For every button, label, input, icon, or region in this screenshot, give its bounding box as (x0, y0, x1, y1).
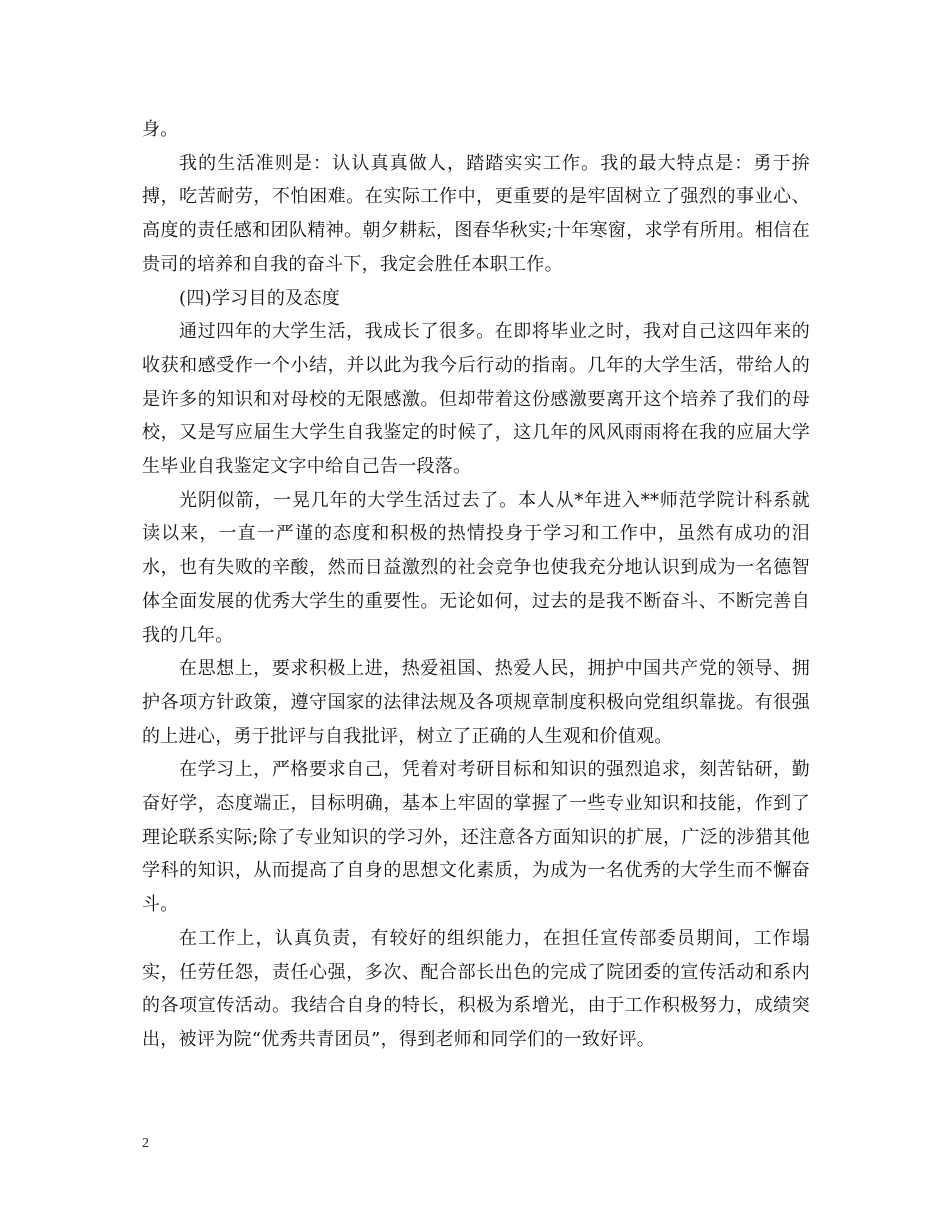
document-body (142, 113, 810, 1057)
section-heading: (四)学习目的及态度 (179, 287, 341, 309)
paragraph-time-flies: 光阴似箭，一晃几年的大学生活过去了。本人从*年进入**师范学院计科系就读以来，一直一严谨的态度和积极的热情投身于学习和工作中，虽然有成功的泪水，也有失败的辛酸，然而日益激烈的社会竞争也使我充分地认识到成为一名德智体全面发展的优秀大学生的重要性。无论如何，过去的是我不断奋斗、不断完善自我的几年。 (142, 489, 810, 646)
paragraph-university-life: 通过四年的大学生活，我成长了很多。在即将毕业之时，我对自己这四年来的收获和感受作一个小结，并以此为我今后行动的指南。几年的大学生活，带给人的是许多的知识和对母校的无限感激。但却带着这份感激要离开这个培养了我们的母校，又是写应届生大学生自我鉴定的时候了，这几年的风风雨雨将在我的应届大学生毕业自我鉴定文字中给自己告一段落。 (142, 321, 810, 478)
paragraph-ideology: 在思想上，要求积极上进，热爱祖国、热爱人民，拥护中国共产党的领导、拥护各项方针政策，遵守国家的法律法规及各项规章制度积极向党组织靠拢。有很强的上进心，勇于批评与自我批评，树立了正确的人生观和价值观。 (142, 658, 810, 747)
paragraph-life-principles: 我的生活准则是：认认真真做人，踏踏实实工作。我的最大特点是：勇于拚搏，吃苦耐劳，不怕困难。在实际工作中，更重要的是牢固树立了强烈的事业心、高度的责任感和团队精神。朝夕耕耘，图春华秋实;十年寒窗，求学有所用。相信在贵司的培养和自我的奋斗下，我定会胜任本职工作。 (142, 152, 810, 275)
page-number: 2 (142, 1136, 149, 1151)
paragraph-work: 在工作上，认真负责，有较好的组织能力，在担任宣传部委员期间，工作塌实，任劳任怨，责任心强，多次、配合部长出色的完成了院团委的宣传活动和系内的各项宣传活动。我结合自身的特长，积极为系增光，由于工作积极努力，成绩突出，被评为院“优秀共青团员”，得到老师和同学们的一致好评。 (142, 927, 810, 1050)
paragraph-continuation: 身。 (142, 119, 179, 140)
paragraph-study: 在学习上，严格要求自己，凭着对考研目标和知识的强烈追求，刻苦钻研，勤奋好学，态度端正，目标明确，基本上牢固的掌握了一些专业知识和技能，作到了理论联系实际;除了专业知识的学习外，还注意各方面知识的扩展，广泛的涉猎其他学科的知识，从而提高了自身的思想文化素质，为成为一名优秀的大学生而不懈奋斗。 (142, 759, 810, 916)
